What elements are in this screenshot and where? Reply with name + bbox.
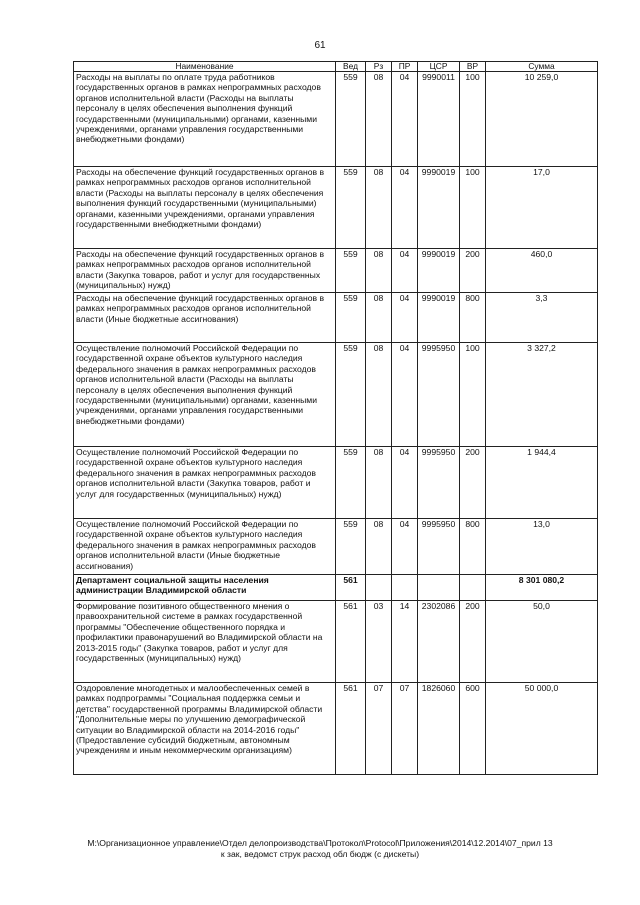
row-ved-cell: 559 [336,447,366,519]
row-csr-cell: 9995950 [418,343,460,447]
row-rz-cell: 08 [366,519,392,575]
row-ved-cell: 559 [336,167,366,249]
row-pr-cell: 04 [392,447,418,519]
row-vr-cell [460,575,486,601]
row-vr-cell: 200 [460,601,486,683]
col-header-pr: ПР [392,62,418,72]
row-csr-cell [418,575,460,601]
row-pr-cell: 07 [392,683,418,775]
row-pr-cell: 14 [392,601,418,683]
row-ved-cell: 559 [336,249,366,293]
row-sum-cell: 50 000,0 [486,683,598,775]
row-vr-cell: 100 [460,343,486,447]
row-rz-cell: 08 [366,343,392,447]
col-header-csr: ЦСР [418,62,460,72]
row-name-cell: Департамент социальной защиты населения администрации Владимирской области [74,575,336,601]
row-rz-cell: 08 [366,447,392,519]
row-pr-cell: 04 [392,167,418,249]
row-name-cell: Формирование позитивного общественного мнения о правоохранительной системе в рамках государственной программы "Обеспечение общественного порядка и профилактики правонарушений во Владимирской области на 2013-2015 годы" (Закупка товаров, работ и услуг для государственных (муниципальных) нужд) [74,601,336,683]
table-row [74,683,598,775]
row-sum-cell: 8 301 080,2 [486,575,598,601]
row-pr-cell: 04 [392,343,418,447]
row-name-cell: Оздоровление многодетных и малообеспеченных семей в рамках подпрограммы "Социальная поддержка семьи и детства" государственной программы Владимирской области "Дополнительные меры по улучшению демографической ситуации во Владимирской области на 2014-2016 годы" (Предоставление субсидий бюджетным, автономным учреждениям и иным некоммерческим организациям) [74,683,336,775]
row-ved-cell: 561 [336,601,366,683]
row-rz-cell [366,575,392,601]
row-ved-cell: 559 [336,72,366,167]
page-number: 61 [314,40,326,51]
budget-table [73,61,598,775]
row-rz-cell: 07 [366,683,392,775]
col-header-sum: Сумма [486,62,598,72]
row-pr-cell: 04 [392,519,418,575]
row-sum-cell: 10 259,0 [486,72,598,167]
row-rz-cell: 08 [366,249,392,293]
row-csr-cell: 9990019 [418,167,460,249]
row-ved-cell: 559 [336,343,366,447]
table-header-row [74,62,598,72]
row-sum-cell: 50,0 [486,601,598,683]
table-row [74,601,598,683]
row-vr-cell: 100 [460,167,486,249]
row-rz-cell: 08 [366,167,392,249]
table-row [74,575,598,601]
row-name-cell: Расходы на обеспечение функций государственных органов в рамках непрограммных расходов органов исполнительной власти (Расходы на выплаты персоналу в целях обеспечения выполнения функций государственными (муниципальными) органами, казенными учреждениями, органами управления государственными внебюджетными фондами) [74,167,336,249]
table-row [74,293,598,343]
row-name-cell: Расходы на обеспечение функций государственных органов в рамках непрограммных расходов органов исполнительной власти (Закупка товаров, работ и услуг для государственных (муниципальных) нужд) [74,249,336,293]
row-ved-cell: 559 [336,293,366,343]
row-ved-cell: 559 [336,519,366,575]
row-csr-cell: 1826060 [418,683,460,775]
col-header-ved: Вед [336,62,366,72]
table-row [74,167,598,249]
row-vr-cell: 800 [460,293,486,343]
footer-line-2: к зак, ведомст струк расход обл бюдж (с дискеты) [220,849,420,859]
row-pr-cell: 04 [392,293,418,343]
row-sum-cell: 13,0 [486,519,598,575]
row-ved-cell: 561 [336,683,366,775]
col-header-vr: ВР [460,62,486,72]
footer-line-1: M:\Организационное управление\Отдел делопроизводства\Протокол\Protocol\Приложения\2014\12.2014\07_прил 13 [87,838,553,848]
row-name-cell: Осуществление полномочий Российской Федерации по государственной охране объектов культурного наследия федерального значения в рамках непрограммных расходов органов исполнительной власти (Расходы на выплаты персоналу в целях обеспечения выполнения функций государственными (муниципальными) органами, казенными учреждениями, органами управления государственными внебюджетными фондами) [74,343,336,447]
row-csr-cell: 9990019 [418,293,460,343]
row-vr-cell: 600 [460,683,486,775]
row-vr-cell: 800 [460,519,486,575]
row-pr-cell: 04 [392,72,418,167]
row-vr-cell: 200 [460,447,486,519]
row-sum-cell: 3 327,2 [486,343,598,447]
row-vr-cell: 100 [460,72,486,167]
file-path-footer [0,838,640,860]
table-row [74,249,598,293]
row-sum-cell: 460,0 [486,249,598,293]
table-row [74,72,598,167]
row-rz-cell: 08 [366,293,392,343]
row-csr-cell: 9995950 [418,519,460,575]
row-sum-cell: 17,0 [486,167,598,249]
row-rz-cell: 03 [366,601,392,683]
row-ved-cell: 561 [336,575,366,601]
col-header-name: Наименование [74,62,336,72]
row-name-cell: Расходы на обеспечение функций государственных органов в рамках непрограммных расходов органов исполнительной власти (Иные бюджетные ассигнования) [74,293,336,343]
row-name-cell: Расходы на выплаты по оплате труда работников государственных органов в рамках непрограммных расходов органов исполнительной власти (Расходы на выплаты персоналу в целях обеспечения выполнения функций государственными (муниципальными) органами, казенными учреждениями, органами управления государственными внебюджетными фондами) [74,72,336,167]
row-vr-cell: 200 [460,249,486,293]
row-csr-cell: 9995950 [418,447,460,519]
row-sum-cell: 3,3 [486,293,598,343]
row-csr-cell: 2302086 [418,601,460,683]
row-pr-cell [392,575,418,601]
table-row [74,519,598,575]
table-row [74,447,598,519]
row-csr-cell: 9990019 [418,249,460,293]
row-rz-cell: 08 [366,72,392,167]
row-csr-cell: 9990011 [418,72,460,167]
table-row [74,343,598,447]
row-sum-cell: 1 944,4 [486,447,598,519]
row-pr-cell: 04 [392,249,418,293]
row-name-cell: Осуществление полномочий Российской Федерации по государственной охране объектов культурного наследия федерального значения в рамках непрограммных расходов органов исполнительной власти (Иные бюджетные ассигнования) [74,519,336,575]
row-name-cell: Осуществление полномочий Российской Федерации по государственной охране объектов культурного наследия федерального значения в рамках непрограммных расходов органов исполнительной власти (Закупка товаров, работ и услуг для государственных (муниципальных) нужд) [74,447,336,519]
col-header-rz: Рз [366,62,392,72]
